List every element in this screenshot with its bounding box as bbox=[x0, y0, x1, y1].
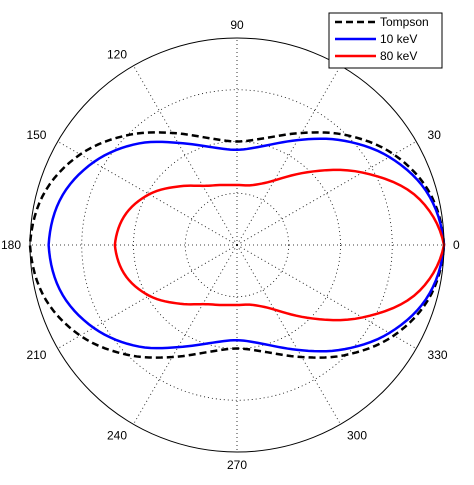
angle-tick-label-300: 300 bbox=[347, 428, 368, 443]
angle-tick-label-240: 240 bbox=[106, 428, 127, 443]
angle-tick-label-0: 0 bbox=[453, 238, 460, 252]
angular-tick-labels bbox=[1, 18, 460, 472]
legend-label-tompson: Tompson bbox=[380, 15, 429, 29]
angle-tick-label-210: 210 bbox=[26, 348, 47, 362]
polar-grid bbox=[30, 38, 444, 452]
angle-tick-label-180: 180 bbox=[0, 238, 21, 252]
angle-tick-label-90: 90 bbox=[230, 18, 244, 32]
angle-tick-label-270: 270 bbox=[226, 458, 248, 472]
legend-label-80kev: 80 keV bbox=[380, 49, 418, 63]
grid-spoke-60 bbox=[237, 66, 341, 245]
grid-spoke-120 bbox=[134, 66, 238, 245]
angle-tick-label-150: 150 bbox=[26, 128, 47, 142]
grid-spoke-210 bbox=[58, 245, 237, 349]
angle-tick-label-30: 30 bbox=[427, 128, 441, 142]
legend bbox=[329, 13, 442, 68]
grid-spoke-150 bbox=[58, 142, 237, 246]
angle-tick-label-120: 120 bbox=[106, 47, 127, 62]
legend-label-10kev: 10 keV bbox=[380, 32, 418, 46]
angle-tick-label-330: 330 bbox=[427, 348, 448, 362]
